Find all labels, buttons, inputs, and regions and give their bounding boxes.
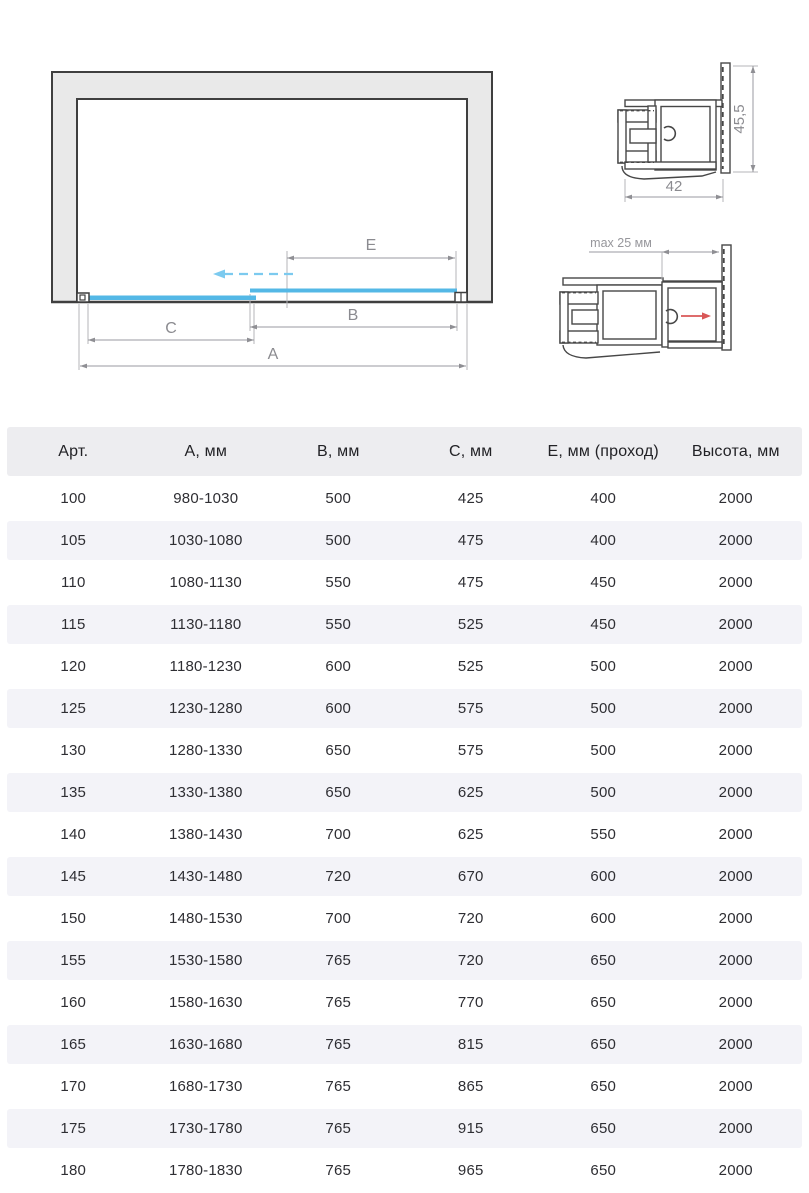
table-cell: 135 (7, 773, 140, 812)
table-cell: 2000 (670, 899, 803, 938)
table-cell: 450 (537, 563, 670, 602)
table-cell: 770 (405, 983, 538, 1022)
table-cell: 650 (537, 1151, 670, 1190)
table-cell: 1180-1230 (140, 647, 273, 686)
table-cell: 915 (405, 1109, 538, 1148)
table-cell: 765 (272, 1109, 405, 1148)
table-cell: 765 (272, 983, 405, 1022)
table-row (7, 857, 802, 896)
table-row (7, 689, 802, 728)
size-table-container (7, 424, 802, 1193)
table-cell: 1530-1580 (140, 941, 273, 980)
table-cell: 150 (7, 899, 140, 938)
table-cell: 175 (7, 1109, 140, 1148)
table-cell: 2000 (670, 815, 803, 854)
profile-section-extended (560, 245, 731, 358)
table-cell: 600 (272, 647, 405, 686)
table-cell: 550 (272, 563, 405, 602)
table-cell: 1080-1130 (140, 563, 273, 602)
table-cell: 450 (537, 605, 670, 644)
table-cell: 170 (7, 1067, 140, 1106)
table-row (7, 983, 802, 1022)
technical-drawing-svg (0, 0, 809, 420)
table-cell: 1230-1280 (140, 689, 273, 728)
table-cell: 500 (537, 773, 670, 812)
header-cell-e: Е, мм (проход) (537, 427, 670, 476)
dim-label-a: A (267, 346, 279, 363)
table-cell: 670 (405, 857, 538, 896)
table-cell: 765 (272, 1025, 405, 1064)
table-cell: 500 (537, 689, 670, 728)
table-row (7, 731, 802, 770)
table-cell: 2000 (670, 1109, 803, 1148)
table-cell: 115 (7, 605, 140, 644)
table-cell: 165 (7, 1025, 140, 1064)
table-cell: 500 (537, 647, 670, 686)
profile2-dimension (589, 236, 719, 280)
table-cell: 525 (405, 605, 538, 644)
table-cell: 980-1030 (140, 479, 273, 518)
table-cell: 550 (272, 605, 405, 644)
size-table (7, 424, 802, 1193)
table-cell: 500 (537, 731, 670, 770)
table-cell: 125 (7, 689, 140, 728)
table-cell: 650 (537, 1109, 670, 1148)
table-cell: 110 (7, 563, 140, 602)
profile1-height-label: 45,5 (731, 104, 748, 134)
table-row (7, 479, 802, 518)
table-row (7, 815, 802, 854)
table-cell: 160 (7, 983, 140, 1022)
table-cell: 965 (405, 1151, 538, 1190)
profile-section-closed (618, 63, 730, 179)
profile1-glass-box (655, 100, 716, 170)
table-cell: 2000 (670, 605, 803, 644)
table-cell: 650 (537, 1067, 670, 1106)
profile2-wall-top-bar (563, 278, 663, 285)
table-cell: 650 (537, 983, 670, 1022)
table-cell: 1130-1180 (140, 605, 273, 644)
table-row (7, 647, 802, 686)
fixed-glass-panel (250, 289, 457, 293)
right-wall-bracket (455, 293, 467, 303)
header-cell-height: Высота, мм (670, 427, 803, 476)
technical-drawing-section (0, 0, 809, 420)
table-cell: 155 (7, 941, 140, 980)
header-cell-art: Арт. (7, 427, 140, 476)
table-cell: 100 (7, 479, 140, 518)
profile2-glass-box (662, 282, 722, 347)
table-cell: 500 (272, 521, 405, 560)
table-cell: 815 (405, 1025, 538, 1064)
dim-label-b: B (347, 307, 359, 324)
table-cell: 650 (537, 1025, 670, 1064)
table-cell: 475 (405, 521, 538, 560)
header-cell-a: А, мм (140, 427, 273, 476)
table-cell: 2000 (670, 1151, 803, 1190)
profile2-adjustment-label: max 25 мм (590, 236, 652, 250)
table-cell: 2000 (670, 941, 803, 980)
table-cell: 400 (537, 479, 670, 518)
table-row (7, 1067, 802, 1106)
profile1-width-label: 42 (665, 178, 683, 195)
table-cell: 600 (272, 689, 405, 728)
table-cell: 105 (7, 521, 140, 560)
table-cell: 650 (537, 941, 670, 980)
table-row (7, 563, 802, 602)
table-cell: 575 (405, 731, 538, 770)
table-cell: 1630-1680 (140, 1025, 273, 1064)
table-cell: 2000 (670, 773, 803, 812)
table-cell: 1680-1730 (140, 1067, 273, 1106)
table-row (7, 1025, 802, 1064)
table-cell: 180 (7, 1151, 140, 1190)
table-cell: 765 (272, 1067, 405, 1106)
table-cell: 425 (405, 479, 538, 518)
table-cell: 2000 (670, 1067, 803, 1106)
table-cell: 700 (272, 899, 405, 938)
table-cell: 2000 (670, 1025, 803, 1064)
table-cell: 865 (405, 1067, 538, 1106)
table-cell: 765 (272, 1151, 405, 1190)
table-row (7, 521, 802, 560)
table-cell: 1380-1430 (140, 815, 273, 854)
wall-outline (52, 72, 492, 302)
table-row (7, 605, 802, 644)
profile2-wall-body (597, 285, 662, 345)
table-cell: 600 (537, 899, 670, 938)
table-cell: 2000 (670, 689, 803, 728)
table-cell: 650 (272, 731, 405, 770)
table-cell: 550 (537, 815, 670, 854)
table-cell: 720 (272, 857, 405, 896)
table-cell: 1430-1480 (140, 857, 273, 896)
table-cell: 2000 (670, 647, 803, 686)
table-row (7, 773, 802, 812)
table-cell: 625 (405, 773, 538, 812)
table-row (7, 1151, 802, 1190)
table-cell: 2000 (670, 983, 803, 1022)
table-row (7, 941, 802, 980)
table-cell: 2000 (670, 731, 803, 770)
table-cell: 500 (272, 479, 405, 518)
header-cell-b: В, мм (272, 427, 405, 476)
table-cell: 400 (537, 521, 670, 560)
table-cell: 1280-1330 (140, 731, 273, 770)
table-cell: 1580-1630 (140, 983, 273, 1022)
table-cell: 2000 (670, 857, 803, 896)
sliding-glass-panel (88, 296, 256, 301)
table-cell: 720 (405, 899, 538, 938)
table-cell: 1030-1080 (140, 521, 273, 560)
table-row (7, 899, 802, 938)
table-cell: 700 (272, 815, 405, 854)
table-cell: 1780-1830 (140, 1151, 273, 1190)
table-cell: 650 (272, 773, 405, 812)
table-cell: 130 (7, 731, 140, 770)
slide-direction-arrow (213, 270, 293, 279)
table-row (7, 1109, 802, 1148)
header-row (7, 427, 802, 476)
dim-label-e: E (365, 237, 377, 254)
table-cell: 120 (7, 647, 140, 686)
table-cell: 145 (7, 857, 140, 896)
table-cell: 475 (405, 563, 538, 602)
plan-view-drawing (51, 72, 493, 370)
table-cell: 2000 (670, 479, 803, 518)
table-cell: 525 (405, 647, 538, 686)
size-table-header (7, 427, 802, 476)
table-cell: 1480-1530 (140, 899, 273, 938)
left-wall-bracket (77, 293, 89, 302)
size-table-body (7, 479, 802, 1190)
table-cell: 2000 (670, 521, 803, 560)
table-cell: 720 (405, 941, 538, 980)
table-cell: 2000 (670, 563, 803, 602)
table-cell: 1330-1380 (140, 773, 273, 812)
table-cell: 575 (405, 689, 538, 728)
table-cell: 600 (537, 857, 670, 896)
table-cell: 625 (405, 815, 538, 854)
header-cell-c: С, мм (405, 427, 538, 476)
dim-label-c: C (165, 320, 177, 337)
table-cell: 140 (7, 815, 140, 854)
table-cell: 1730-1780 (140, 1109, 273, 1148)
table-cell: 765 (272, 941, 405, 980)
